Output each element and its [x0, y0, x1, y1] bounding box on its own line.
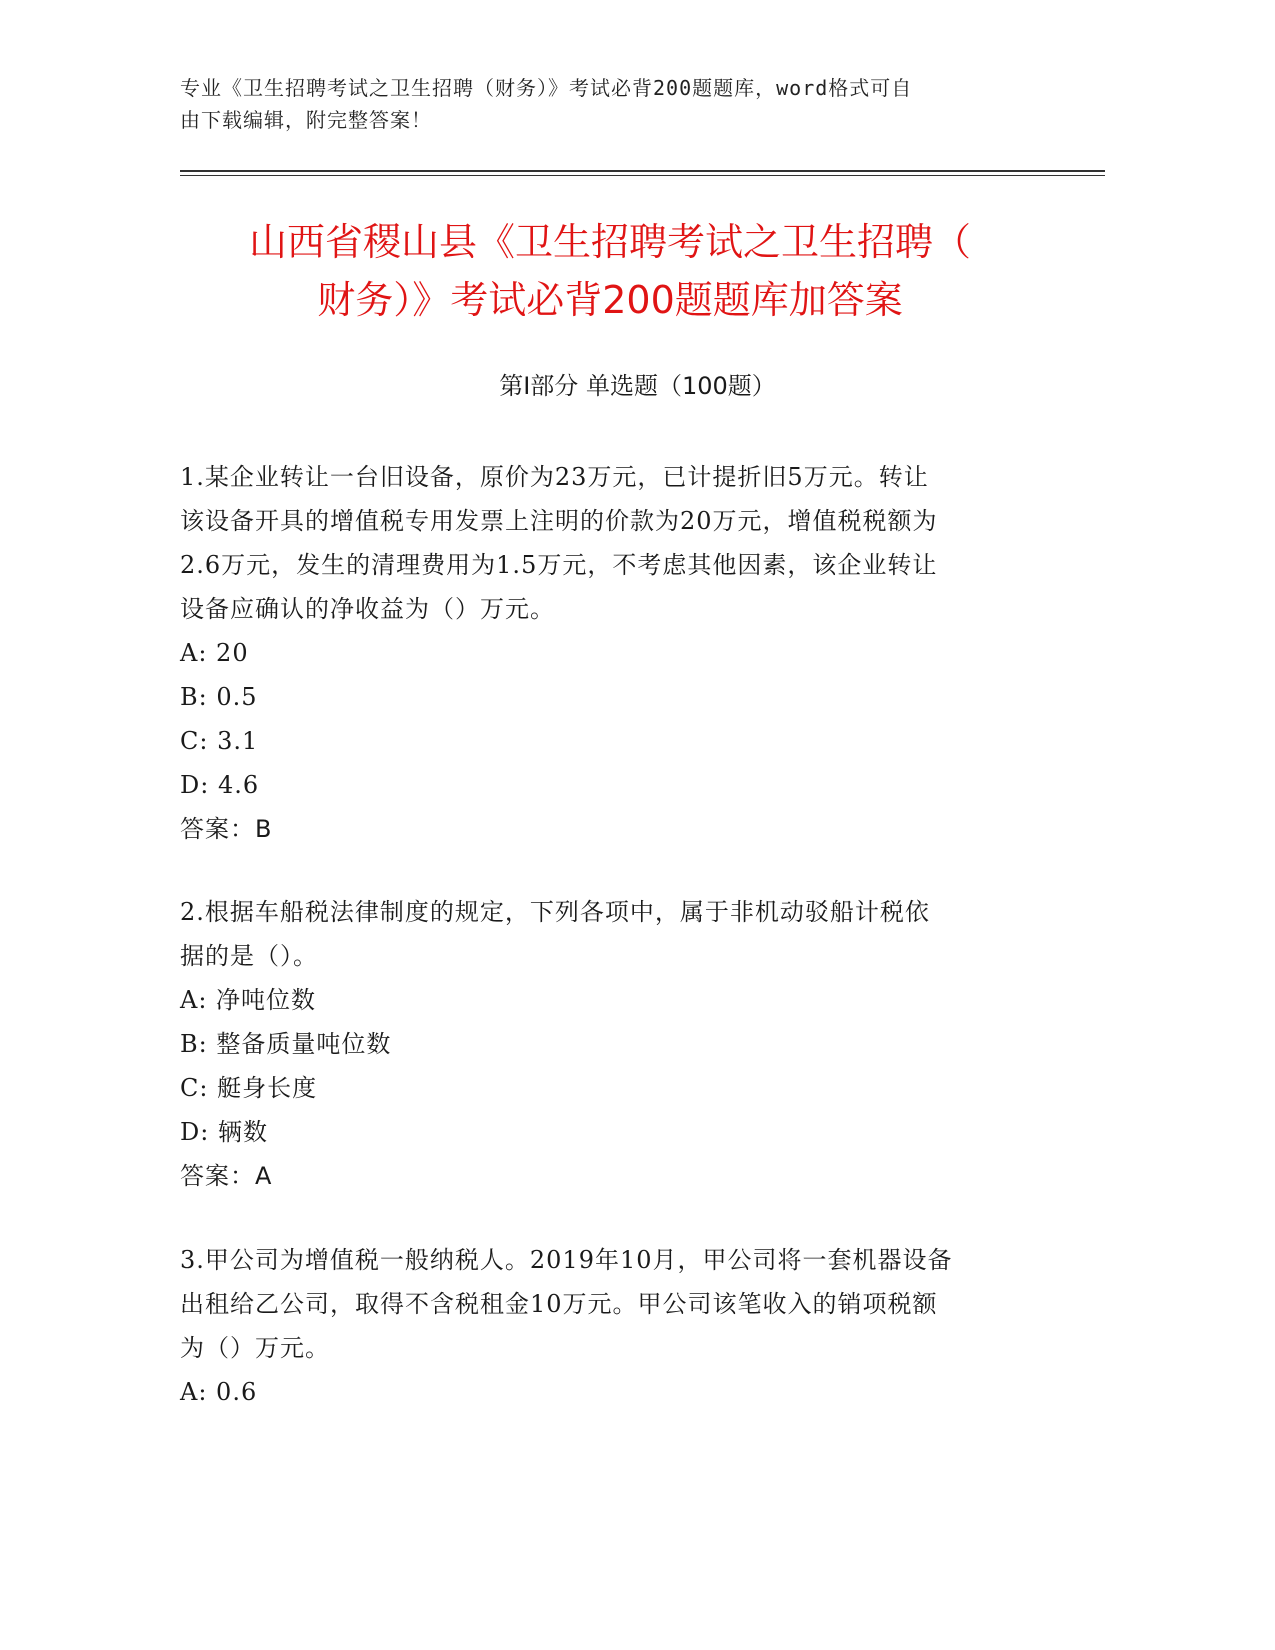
question-text-line: 出租给乙公司，取得不含税租金10万元。甲公司该笔收入的销项税额: [180, 1290, 938, 1318]
header-note-line: 专业《卫生招聘考试之卫生招聘（财务）》考试必背200题题库，word格式可自: [180, 76, 913, 100]
question-block: [180, 455, 1040, 851]
section-heading: 第Ⅰ部分 单选题（100题）: [499, 372, 776, 400]
question-text-line: 2.6万元，发生的清理费用为1.5万元，不考虑其他因素，该企业转让: [180, 551, 938, 579]
question-text-line: 该设备开具的增值税专用发票上注明的价款为20万元，增值税税额为: [180, 507, 938, 535]
header-note-line: 由下载编辑，附完整答案！: [180, 108, 432, 132]
option-c: C: 艇身长度: [180, 1074, 318, 1102]
option-b: B: 整备质量吨位数: [180, 1030, 392, 1058]
header-divider: [180, 170, 1105, 172]
option-a: A: 净吨位数: [180, 986, 317, 1014]
question-block: [180, 1238, 1040, 1414]
option-a: A: 0.6: [180, 1378, 258, 1406]
question-text-line: 设备应确认的净收益为（）万元。: [180, 595, 555, 623]
question-text-line: 为（）万元。: [180, 1334, 330, 1362]
question-text-line: 3.甲公司为增值税一般纳税人。2019年10月，甲公司将一套机器设备: [180, 1246, 953, 1274]
option-b: B: 0.5: [180, 683, 258, 711]
option-c: C: 3.1: [180, 727, 259, 755]
document-title: [180, 213, 1040, 329]
document-title-line: 山西省稷山县《卫生招聘考试之卫生招聘（: [248, 220, 971, 264]
header-note: [180, 72, 1080, 136]
question-block: [180, 890, 1040, 1198]
question-text-line: 据的是（）。: [180, 942, 318, 970]
document-title-line: 财务）》考试必背200题题库加答案: [317, 278, 903, 322]
option-a: A: 20: [180, 639, 249, 667]
answer: 答案：B: [180, 815, 273, 843]
question-text-line: 2.根据车船税法律制度的规定，下列各项中，属于非机动驳船计税依: [180, 898, 930, 926]
question-text-line: 1.某企业转让一台旧设备，原价为23万元，已计提折旧5万元。转让: [180, 463, 929, 491]
option-d: D: 辆数: [180, 1118, 268, 1146]
option-d: D: 4.6: [180, 771, 260, 799]
answer: 答案：A: [180, 1162, 273, 1190]
header-divider-thin: [180, 175, 1105, 176]
